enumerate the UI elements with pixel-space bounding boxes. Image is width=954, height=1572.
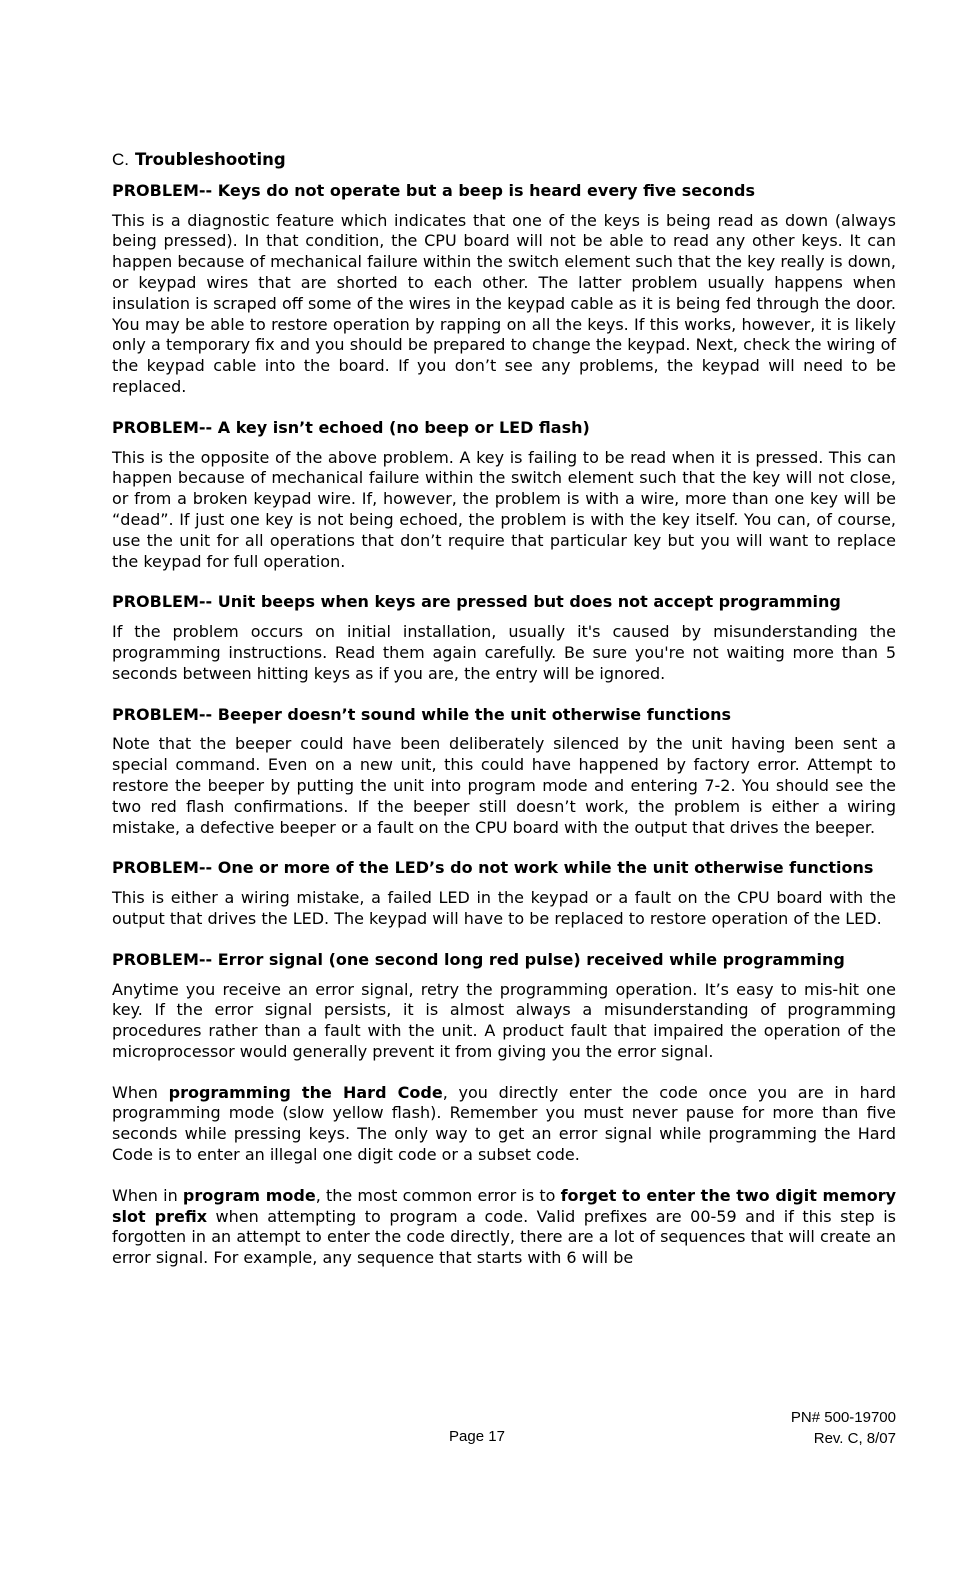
- program-mode-text-2: , the most common error is to: [315, 1185, 561, 1205]
- document-page: [112, 150, 896, 1289]
- program-mode-bold-1: program mode: [182, 1185, 316, 1205]
- problem-heading-2: PROBLEM-- A key isn’t echoed (no beep or LED flash): [112, 417, 590, 437]
- program-mode-bold-2: forget to enter the two digit memory slot prefix: [112, 1185, 897, 1226]
- hard-code-paragraph: [112, 1083, 896, 1166]
- page-number: Page 17: [449, 1428, 505, 1445]
- problem-heading-1: PROBLEM-- Keys do not operate but a beep is heard every five seconds: [112, 180, 755, 200]
- program-mode-paragraph: [112, 1186, 896, 1269]
- problem-heading-3: PROBLEM-- Unit beeps when keys are pressed but does not accept programming: [112, 592, 841, 612]
- problem-body-6: Anytime you receive an error signal, retry the programming operation. It’s easy to mis-hit one key. If the error signal persists, it is almost always a misunderstanding of programming procedures rather than a fault with the unit. A product fault that impaired the operation of the microprocessor would generally prevent it from giving you the error signal.: [112, 979, 896, 1061]
- hard-code-text-1: When: [112, 1082, 169, 1102]
- part-number: PN# 500-19700: [790, 1409, 896, 1426]
- section-title: [112, 150, 896, 171]
- program-mode-text-1: When in: [112, 1185, 183, 1205]
- problem-body-3: If the problem occurs on initial installation, usually it's caused by misunderstanding the programming instructions. Read them again carefully. Be sure you're not waiting more than 5 seconds between hitting keys as if you are, the entry will be ignored.: [112, 622, 896, 683]
- section-title-text: Troubleshooting: [135, 150, 286, 169]
- hard-code-bold-1: programming the Hard Code: [168, 1082, 443, 1102]
- problem-heading-4: PROBLEM-- Beeper doesn’t sound while the unit otherwise functions: [112, 704, 731, 724]
- program-mode-text-3: when attempting to program a code. Valid prefixes are 00-59 and if this step is forgotten in an attempt to enter the code directly, there are a lot of sequences that will create an error signal. For example, any sequence that starts with 6 will be: [112, 1206, 897, 1268]
- problem-body-5: This is either a wiring mistake, a failed LED in the keypad or a fault on the CPU board with the output that drives the LED. The keypad will have to be replaced to restore operation of the LED.: [112, 888, 896, 928]
- problem-body-4: Note that the beeper could have been deliberately silenced by the unit having been sent a special command. Even on a new unit, this could have happened by factory error. Attempt to restore the beeper by putting the unit into program mode and entering 7-2. You should see the two red flash confirmations. If the beeper still doesn’t work, the problem is either a wiring mistake, a defective beeper or a fault on the CPU board with the output that drives the beeper.: [112, 734, 896, 837]
- revision: Rev. C, 8/07: [813, 1430, 896, 1447]
- problem-heading-6: PROBLEM-- Error signal (one second long red pulse) received while programming: [112, 949, 845, 969]
- problem-body-2: This is the opposite of the above problem. A key is failing to be read when it is pressed. This can happen because of mechanical failure within the switch element such that the key will not close, or from a broken keypad wire. If, however, the problem is with a wire, more than one key will be “dead”. If just one key is not being echoed, the problem is with the key itself. You can, of course, use the unit for all operations that don’t require that particular key but you will want to replace the keypad for full operation.: [112, 447, 896, 571]
- problem-heading-5: PROBLEM-- One or more of the LED’s do not work while the unit otherwise functions: [112, 858, 874, 878]
- problem-body-1: This is a diagnostic feature which indicates that one of the keys is being read as down (always being pressed). In that condition, the CPU board will not be able to read any other keys. It can happen because of mechanical failure within the switch element such that the key really is down, or keypad wires that are shorted to each other. The latter problem usually happens when insulation is scraped off some of the wires in the keypad cable as it is being fed through the door. You may be able to restore operation by rapping on all the keys. If this works, however, it is likely only a temporary fix and you should be prepared to change the keypad. Next, check the wiring of the keypad cable into the board. If you don’t see any problems, the keypad will need to be replaced.: [112, 210, 896, 396]
- footer-info: [791, 1407, 896, 1449]
- section-letter: C.: [112, 150, 129, 169]
- hard-code-text-2: , you directly enter the code once you are in hard programming mode (slow yellow flash). Remember you must never pause for more than five seconds while pressing keys. The only way to get an error signal while programming the Hard Code is to enter an illegal one digit code or a subset code.: [112, 1082, 897, 1165]
